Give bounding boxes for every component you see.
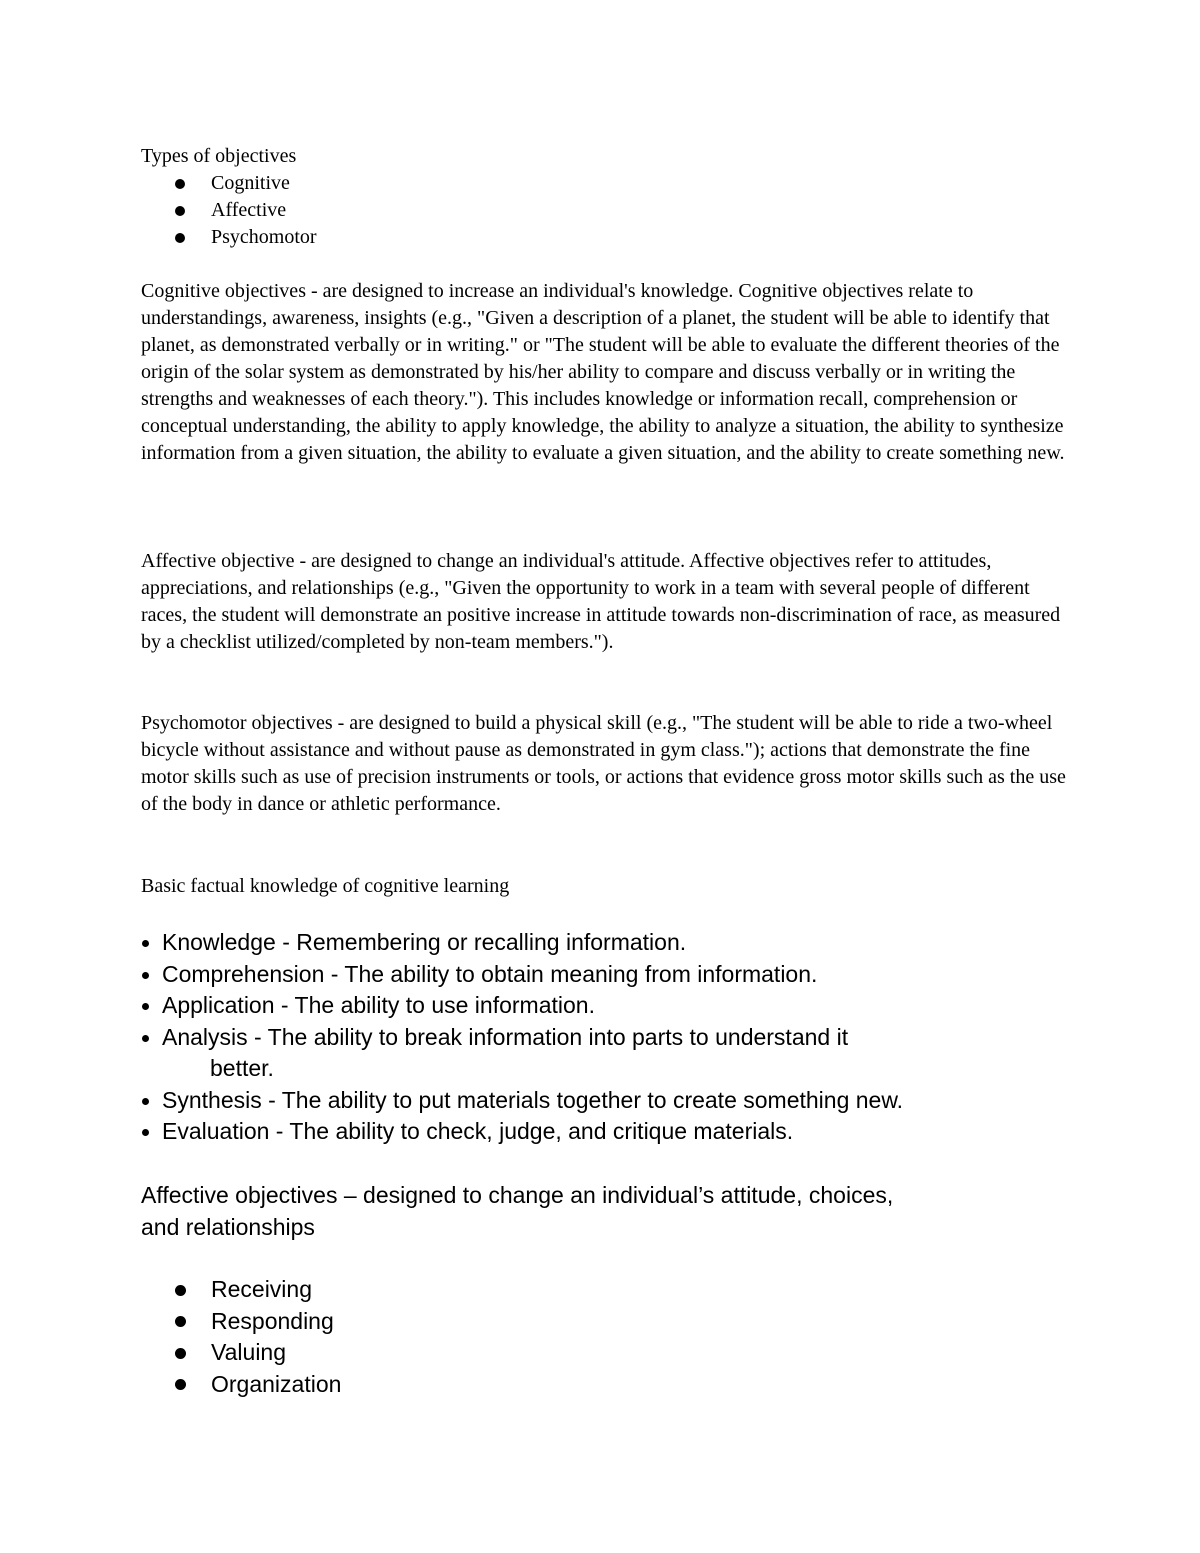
psychomotor-paragraph: Psychomotor objectives - are designed to build a physical skill (e.g., "The student will be able to ride a two-wheel bicycle without assistance and without pause as demonstrated in gym class."); actions that demonstrate the fine motor skills such as use of precision instruments or tools, or actions that evidence gross motor skills such as the use of the body in dance or athletic performance.: [141, 712, 1066, 815]
bullet-icon: [175, 206, 185, 216]
list-item: Application - The ability to use information.: [141, 990, 1141, 1022]
bullet-icon: [142, 1035, 149, 1042]
list-item: Comprehension - The ability to obtain meaning from information.: [141, 959, 1141, 991]
types-list: [141, 170, 1066, 251]
bullet-icon: [175, 1316, 186, 1327]
list-item: Psychomotor: [141, 224, 1066, 251]
bullet-icon: [142, 940, 149, 947]
list-item: Valuing: [141, 1337, 1066, 1369]
bullet-icon: [142, 1003, 149, 1010]
cognitive-paragraph: Cognitive objectives - are designed to increase an individual's knowledge. Cognitive objectives relate to understandings, awareness, insights (e.g., "Given a description of a planet, the student will be able to identify that planet, as demonstrated verbally or in writing." or "The student will be able to evaluate the different theories of the origin of the solar system as demonstrated by his/her ability to compare and discuss verbally or in writing the strengths and weaknesses of each theory."). This includes knowledge or information recall, comprehension or conceptual understanding, the ability to apply knowledge, the ability to analyze a situation, the ability to synthesize information from a given situation, the ability to evaluate a given situation, and the ability to create something new.: [141, 280, 1065, 464]
affective-objectives-heading: Affective objectives – designed to change an individual’s attitude, choices, and relationships: [141, 1182, 894, 1240]
list-item: Evaluation - The ability to check, judge, and critique materials.: [141, 1116, 1141, 1148]
cognitive-learning-heading: Basic factual knowledge of cognitive learning: [141, 875, 510, 897]
list-item: Analysis - The ability to break information into parts to understand it better.: [141, 1022, 1141, 1085]
list-item: Receiving: [141, 1274, 1066, 1306]
affective-levels-list: [141, 1274, 1066, 1400]
list-item: Knowledge - Remembering or recalling information.: [141, 927, 1141, 959]
bullet-icon: [175, 1348, 186, 1359]
types-heading: Types of objectives: [141, 145, 297, 167]
affective-levels-section: [141, 1274, 1066, 1400]
affective-paragraph: Affective objective - are designed to change an individual's attitude. Affective objectives refer to attitudes, appreciations, and relationships (e.g., "Given the opportunity to work in a team with several people of different races, the student will demonstrate an positive increase in attitude towards non-discrimination of race, as measured by a checklist utilized/completed by non-team members.").: [141, 550, 1061, 653]
types-of-objectives-section: [141, 143, 1066, 251]
bullet-icon: [142, 1129, 149, 1136]
list-item: Responding: [141, 1306, 1066, 1338]
list-item: Affective: [141, 197, 1066, 224]
bullet-icon: [175, 179, 185, 189]
bullet-icon: [142, 1098, 149, 1105]
bullet-icon: [175, 233, 185, 243]
list-item: Organization: [141, 1369, 1066, 1401]
bullet-icon: [175, 1379, 186, 1390]
cognitive-levels-section: [141, 927, 1141, 1148]
cognitive-levels-list: [141, 927, 1141, 1148]
list-item: Synthesis - The ability to put materials together to create something new.: [141, 1085, 1141, 1117]
bullet-icon: [175, 1285, 186, 1296]
bullet-icon: [142, 972, 149, 979]
list-item: Cognitive: [141, 170, 1066, 197]
